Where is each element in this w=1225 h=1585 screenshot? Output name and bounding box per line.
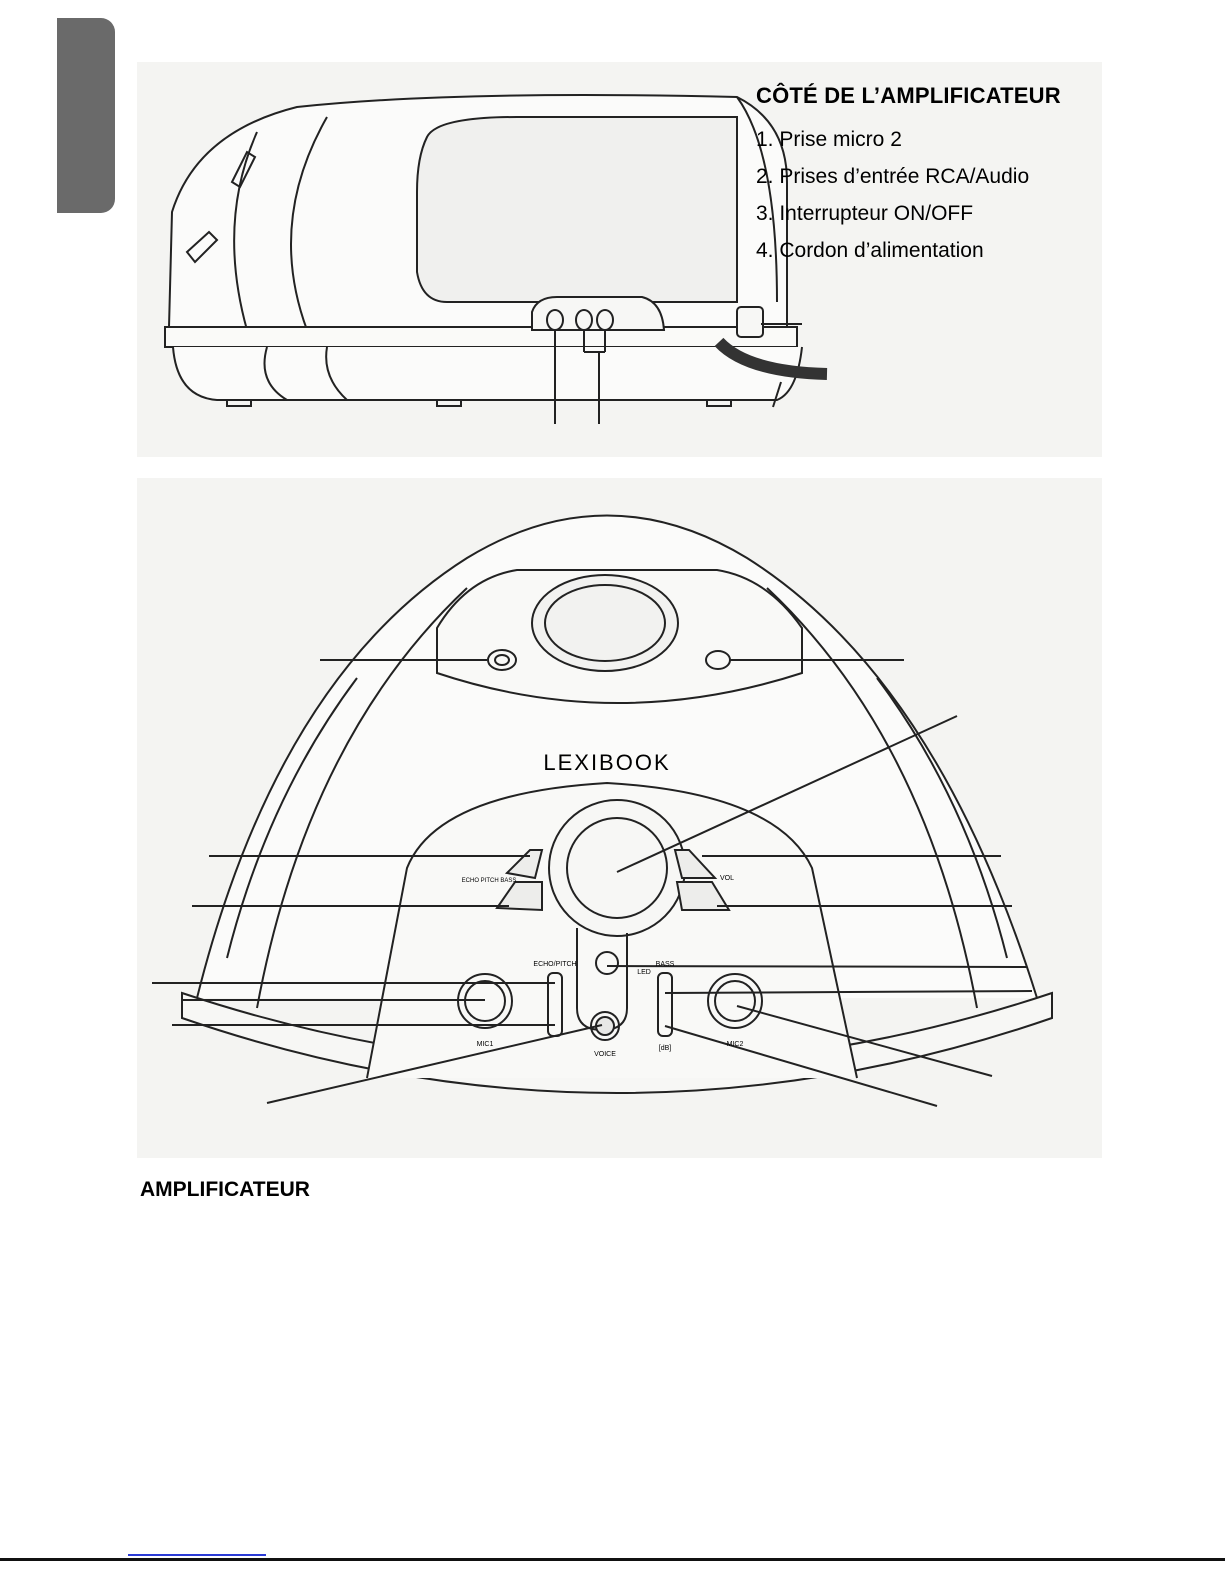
legend-item: 2. Prises d’entrée RCA/Audio xyxy=(756,165,1030,188)
language-tab xyxy=(57,18,115,213)
amplifier-front-drawing xyxy=(137,478,1102,1158)
brand-logo-text: LEXIBOOK xyxy=(543,750,671,775)
db-label: [dB] xyxy=(658,1045,672,1052)
led-label: LED xyxy=(637,969,651,976)
side-legend-title: CÔTÉ DE L’AMPLIFICATEUR xyxy=(756,83,1061,108)
side-legend-list xyxy=(756,121,1061,269)
mic2-label: MIC2 xyxy=(726,1041,744,1048)
volume-label: VOL xyxy=(719,875,735,882)
footer-link-underline xyxy=(128,1554,266,1556)
footer-rule xyxy=(0,1558,1225,1561)
echo-pitch-label: ECHO/PITCH xyxy=(533,961,577,968)
figure-caption: AMPLIFICATEUR xyxy=(140,1178,310,1201)
echo-left-label: ECHO PITCH BASS xyxy=(461,878,517,884)
legend-item: 3. Interrupteur ON/OFF xyxy=(756,202,974,225)
legend-item: 4. Cordon d’alimentation xyxy=(756,239,984,262)
bass-label: BASS xyxy=(655,961,675,968)
legend-item: 1. Prise micro 2 xyxy=(756,128,902,151)
mic1-label: MIC1 xyxy=(476,1041,494,1048)
voice-label: VOICE xyxy=(594,1051,616,1058)
amplifier-front-figure xyxy=(137,478,1102,1158)
side-legend xyxy=(756,83,1061,269)
